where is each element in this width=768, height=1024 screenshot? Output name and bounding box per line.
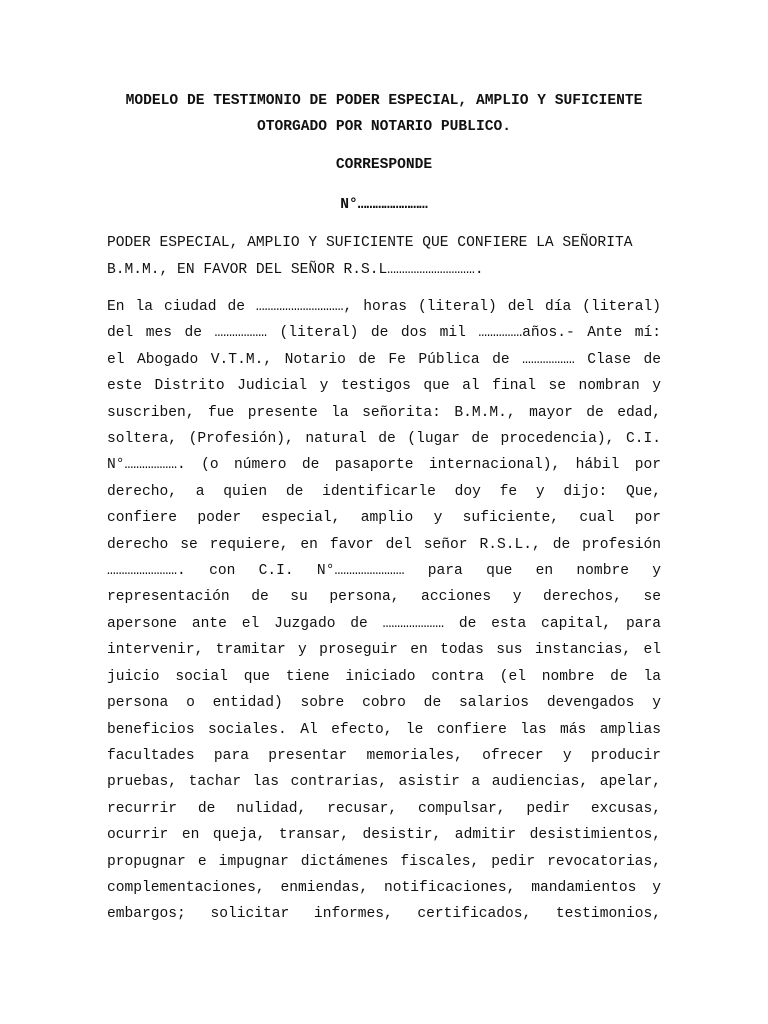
body-line: complementaciones, enmiendas, notificaciones, mandamientos y [107, 879, 661, 896]
document-heading [107, 230, 661, 284]
body-line: suscriben, fue presente la señorita: B.M.M., mayor de edad, [107, 404, 661, 421]
document-heading-line: PODER ESPECIAL, AMPLIO Y SUFICIENTE QUE CONFIERE LA SEÑORITA [107, 235, 633, 251]
body-line: embargos; solicitar informes, certificados, testimonios, [107, 906, 661, 923]
document-body [107, 294, 661, 928]
body-line: propugnar e impugnar dictámenes fiscales, pedir revocatorias, [107, 853, 661, 870]
body-line: pruebas, tachar las contrarias, asistir a audiencias, apelar, [107, 774, 661, 791]
body-line: representación de su persona, acciones y derechos, se [107, 589, 661, 606]
body-line: persona o entidad) sobre cobro de salarios devengados y [107, 695, 661, 712]
body-line: N°………………. (o número de pasaporte internacional), hábil por [107, 457, 661, 474]
body-line: En la ciudad de …………………………, horas (literal) del día (literal) [107, 299, 661, 315]
body-line: beneficios sociales. Al efecto, le confiere las más amplias [107, 721, 661, 738]
document-title-line: MODELO DE TESTIMONIO DE PODER ESPECIAL, AMPLIO Y SUFICIENTE [125, 93, 643, 109]
body-line: este Distrito Judicial y testigos que al final se nombran y [107, 378, 661, 395]
document-number: N°…………………… [340, 197, 428, 213]
body-line: soltera, (Profesión), natural de (lugar de procedencia), C.I. [107, 431, 661, 448]
body-line: del mes de ……………… (literal) de dos mil ……………años.- Ante mí: [107, 325, 661, 342]
body-line: juicio social que tiene iniciado contra (el nombre de la [107, 668, 661, 685]
body-line: ……………………. con C.I. N°…………………… para que en nombre y [107, 563, 661, 580]
body-line: derecho se requiere, en favor del señor R.S.L., de profesión [107, 536, 661, 553]
body-line: derecho, a quien de identificarle doy fe y dijo: Que, [107, 483, 661, 500]
body-line: recurrir de nulidad, recusar, compulsar, pedir excusas, [107, 800, 661, 817]
body-line: facultades para presentar memoriales, ofrecer y producir [107, 747, 661, 764]
body-line: confiere poder especial, amplio y suficiente, cual por [107, 510, 661, 527]
document-page [107, 88, 661, 928]
body-line: el Abogado V.T.M., Notario de Fe Pública de ……………… Clase de [107, 351, 661, 368]
document-title [107, 88, 661, 140]
corresponde-label: CORRESPONDE [335, 157, 433, 173]
body-line: intervenir, tramitar y proseguir en todas sus instancias, el [107, 642, 661, 659]
document-heading-line: B.M.M., EN FAVOR DEL SEÑOR R.S.L…………………………. [107, 262, 484, 278]
document-title-line: OTORGADO POR NOTARIO PUBLICO. [257, 119, 511, 135]
body-line: ocurrir en queja, transar, desistir, admitir desistimientos, [107, 827, 661, 844]
body-line: apersone ante el Juzgado de ………………… de esta capital, para [107, 615, 661, 632]
